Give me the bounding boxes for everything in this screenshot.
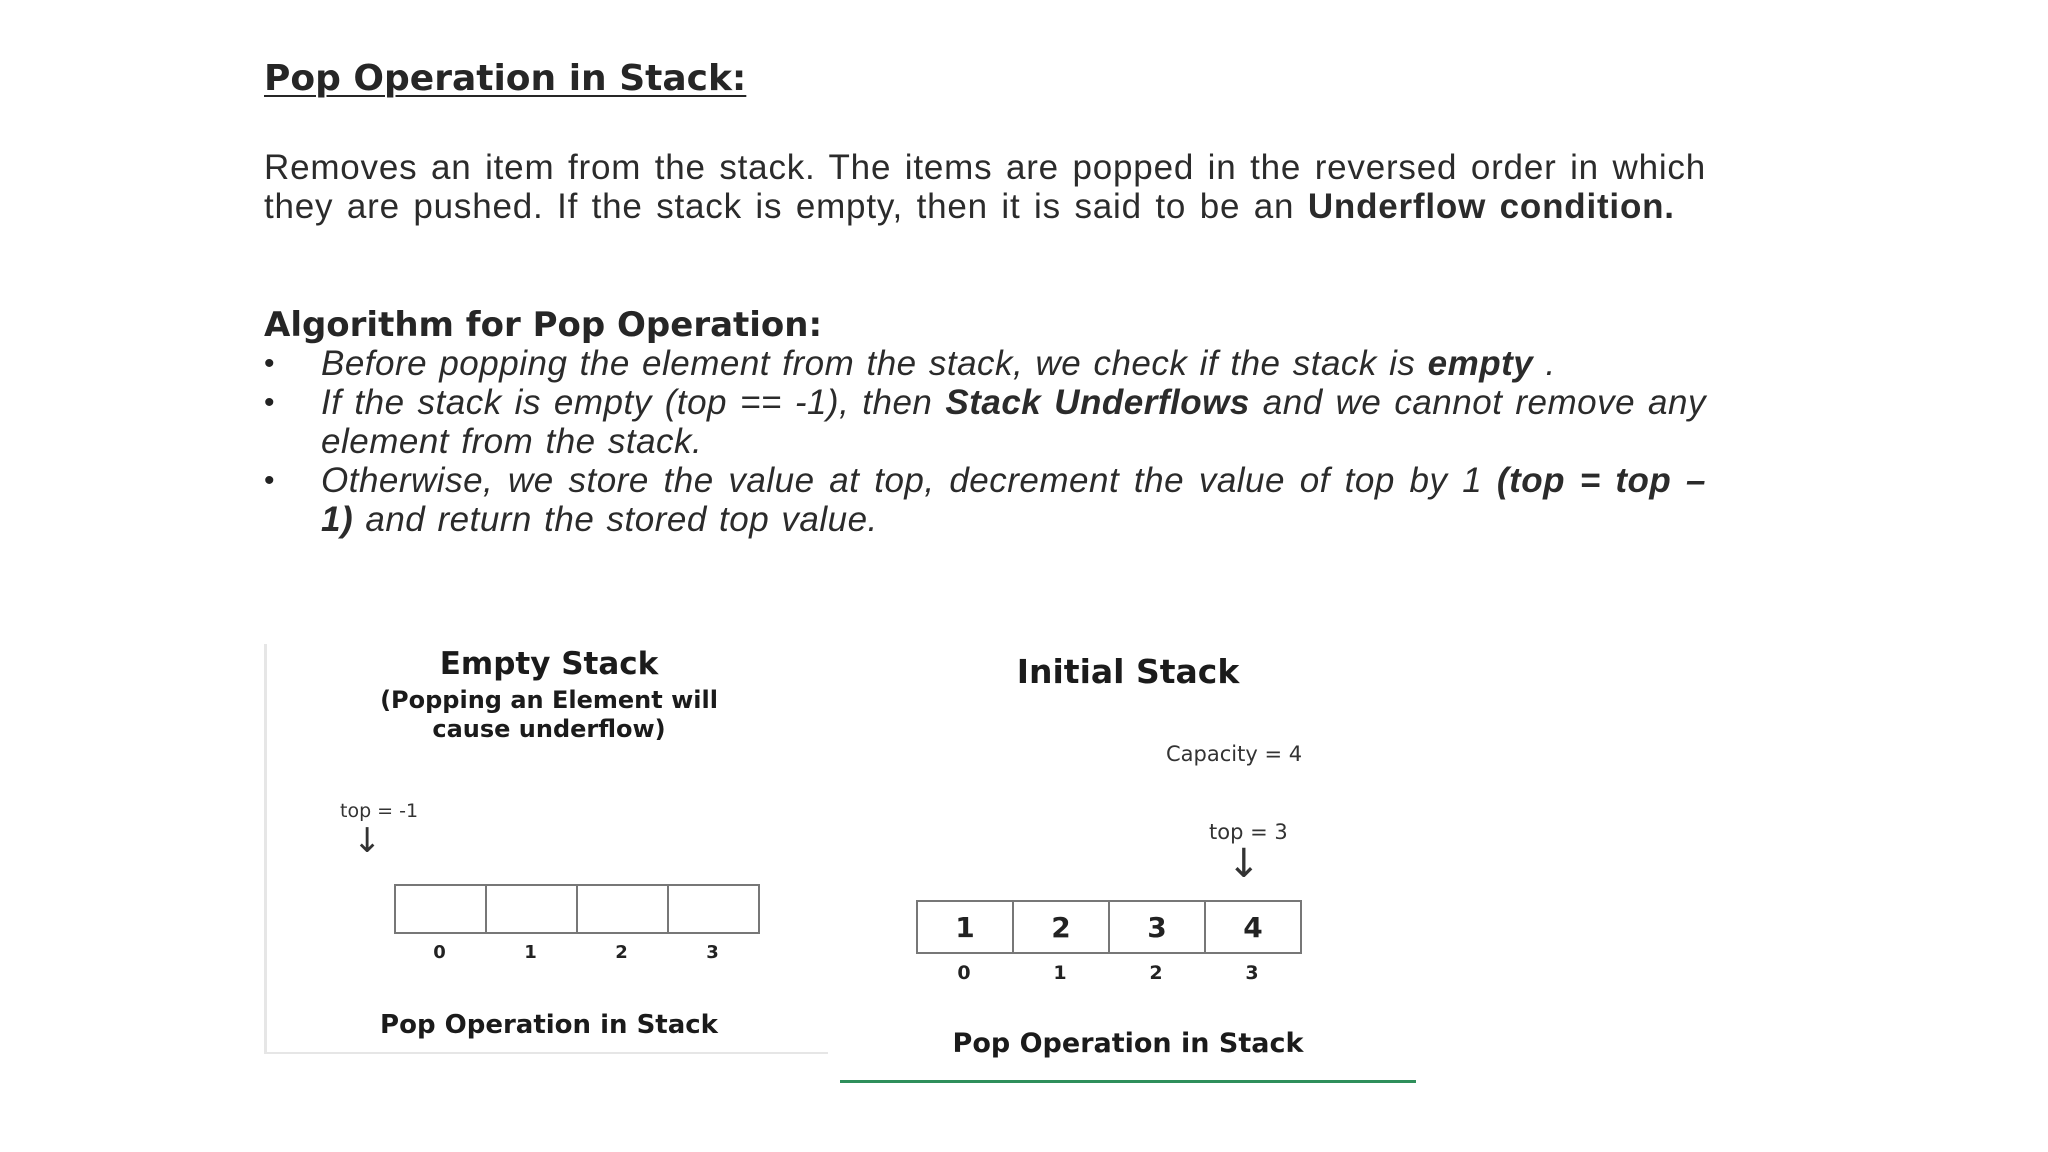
top-pointer-label: top = 3	[1209, 820, 1288, 844]
figure-caption: Pop Operation in Stack	[952, 1028, 1304, 1059]
index-label: 3	[706, 942, 719, 963]
stack-cell	[576, 884, 669, 934]
list-item	[264, 461, 1706, 539]
stack-cell: 4	[1204, 900, 1302, 954]
bullet-icon: •	[264, 386, 276, 419]
index-label: 0	[957, 962, 971, 984]
algorithm-list	[264, 344, 1706, 539]
index-label: 3	[1245, 962, 1259, 984]
index-label: 0	[433, 942, 446, 963]
bullet-icon: •	[264, 347, 276, 380]
list-item	[264, 344, 1706, 383]
down-arrow-icon: ↓	[1227, 841, 1261, 887]
initial-stack-figure	[840, 644, 1416, 1092]
index-label: 2	[615, 942, 628, 963]
item-text-end: .	[1533, 344, 1556, 383]
stack-array	[394, 884, 760, 934]
intro-text: Removes an item from the stack. The items are popped in the reversed order in which they are pushed. If the stack is empty, then it is said to be an	[264, 148, 1706, 226]
index-row	[916, 962, 1300, 984]
index-label: 2	[1149, 962, 1163, 984]
index-label: 1	[524, 942, 537, 963]
stack-cell: 3	[1108, 900, 1206, 954]
intro-bold-text: Underflow condition.	[1307, 187, 1675, 226]
figure-title: Initial Stack	[1016, 652, 1240, 691]
item-text: If the stack is empty (top == -1), then	[321, 383, 946, 422]
figure-caption: Pop Operation in Stack	[380, 1010, 718, 1040]
figure-subtitle-line: (Popping an Element will	[380, 686, 718, 714]
algorithm-heading: Algorithm for Pop Operation:	[264, 305, 823, 345]
bullet-icon: •	[264, 464, 276, 497]
stack-cell	[667, 884, 760, 934]
intro-paragraph	[264, 148, 1706, 226]
down-arrow-icon: ↓	[353, 821, 382, 861]
index-row	[394, 942, 758, 963]
index-label: 1	[1053, 962, 1067, 984]
item-bold-text: (top = top – 1)	[321, 461, 1707, 539]
item-bold-text: empty	[1427, 344, 1534, 383]
caption-underline	[840, 1080, 1416, 1083]
item-text: Before popping the element from the stack, we check if the stack is	[321, 344, 1428, 383]
page-title: Pop Operation in Stack:	[264, 58, 747, 99]
figure-subtitle	[267, 686, 831, 744]
stack-cell	[485, 884, 578, 934]
figure-title: Empty Stack	[439, 646, 659, 682]
stack-cell	[394, 884, 487, 934]
empty-stack-figure	[264, 644, 828, 1054]
stack-array	[916, 900, 1302, 954]
capacity-label: Capacity = 4	[1166, 742, 1303, 766]
item-text: Otherwise, we store the value at top, decrement the value of top by 1	[321, 461, 1497, 500]
item-text-end: and return the stored top value.	[353, 500, 878, 539]
figure-subtitle-line: cause underflow)	[432, 715, 666, 743]
item-text-end: and we cannot remove any element from the stack.	[321, 383, 1706, 461]
stack-cell: 1	[916, 900, 1014, 954]
top-pointer-label: top = -1	[340, 800, 419, 822]
stack-cell: 2	[1012, 900, 1110, 954]
list-item	[264, 383, 1706, 461]
item-bold-text: Stack Underflows	[945, 383, 1250, 422]
